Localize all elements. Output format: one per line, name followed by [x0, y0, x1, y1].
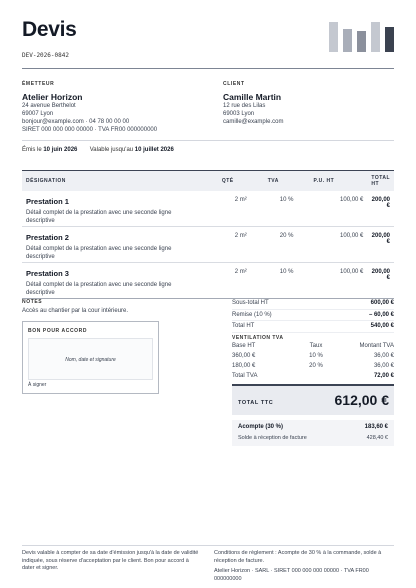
parties-divider — [22, 140, 394, 141]
total-ht-label: Total HT — [232, 323, 255, 330]
item-qty: 2 m² — [218, 263, 264, 299]
signature-label: BON POUR ACCORD — [28, 328, 88, 334]
vat-col-amount: Montant TVA — [359, 342, 394, 349]
total-ht-value: 540,00 € — [370, 323, 394, 330]
footer-left: Devis valable à compter de sa date d'émission jusqu'à la date de validité indiquée, sous réserve d'acceptation par le client. Bon pour accord à dater et signer. — [22, 550, 199, 571]
vat-amount: 36,00 € — [373, 352, 394, 359]
client-name: Camille Martin — [223, 92, 282, 102]
vat-row — [232, 351, 394, 361]
issuer-address-line2: 69007 Lyon — [22, 111, 54, 117]
deposit-value: 183,60 € — [364, 424, 388, 430]
subtotal-label: Sous-total HT — [232, 300, 269, 307]
quote-dates — [22, 147, 174, 153]
issued-prefix: Émis le — [22, 147, 42, 153]
vat-row — [232, 361, 394, 371]
signature-box[interactable] — [22, 321, 159, 394]
issuer-legal: SIRET 000 000 000 00000 · TVA FR00 000000000 — [22, 127, 158, 133]
total-ttc-box — [232, 384, 394, 415]
table-row — [22, 191, 394, 227]
deposit-label: Acompte (30 %) — [238, 424, 284, 430]
balance-label: Solde à réception de facture — [238, 435, 307, 441]
col-line-total: TOTAL HT — [367, 171, 394, 192]
item-name: Prestation 2 — [26, 233, 69, 242]
client-address-line2: 69003 Lyon — [223, 111, 255, 117]
vat-breakdown-label: VENTILATION TVA — [232, 334, 284, 341]
discount-row — [232, 310, 394, 322]
document-title: Devis — [22, 18, 77, 41]
item-total: 200,00 € — [367, 263, 394, 299]
issued-date: 10 juin 2026 — [43, 147, 78, 153]
item-total: 200,00 € — [367, 227, 394, 263]
item-description: Détail complet de la prestation avec une seconde ligne descriptive — [26, 246, 172, 260]
issuer-block — [22, 81, 212, 134]
item-description: Détail complet de la prestation avec une seconde ligne descriptive — [26, 282, 172, 296]
item-qty: 2 m² — [218, 191, 264, 227]
items-table — [22, 170, 394, 299]
vat-base: 360,00 € — [232, 352, 256, 359]
signature-placeholder: Nom, date et signature — [65, 357, 116, 363]
item-vat: 20 % — [264, 227, 310, 263]
vat-header-row — [232, 341, 394, 351]
valid-prefix: Valable jusqu'au — [89, 147, 134, 153]
balance-row — [238, 435, 388, 441]
discount-value: – 60,00 € — [368, 311, 394, 318]
vat-rate: 10 % — [309, 352, 323, 359]
col-qty: QTÉ — [218, 171, 264, 192]
item-vat: 10 % — [264, 191, 310, 227]
balance-value: 428,40 € — [366, 435, 388, 441]
table-row — [22, 227, 394, 263]
valid-date: 10 juillet 2026 — [134, 147, 174, 153]
discount-label: Remise (10 %) — [232, 311, 272, 318]
footer-legal: Atelier Horizon · SARL · SIRET 000 000 000 00000 · TVA FR00 000000000 — [214, 568, 369, 582]
vat-base: 180,00 € — [232, 362, 256, 369]
issuer-address-line1: 24 avenue Berthelot — [22, 103, 76, 109]
total-ttc-label: TOTAL TTC — [238, 400, 274, 406]
vat-rate: 20 % — [309, 362, 323, 369]
logo-bar — [329, 22, 338, 52]
notes-label: NOTES — [22, 299, 43, 305]
quote-header — [22, 18, 77, 59]
item-name: Prestation 1 — [26, 197, 69, 206]
vat-col-rate: Taux — [309, 342, 323, 349]
logo-bar — [371, 22, 380, 52]
notes-block — [22, 299, 222, 314]
item-unit-price: 100,00 € — [310, 191, 368, 227]
footer-right — [214, 550, 394, 583]
logo-bar — [343, 29, 352, 52]
item-qty: 2 m² — [218, 227, 264, 263]
signature-field[interactable] — [28, 338, 153, 380]
vat-col-base: Base HT — [232, 342, 256, 349]
issuer-name: Atelier Horizon — [22, 92, 83, 102]
issuer-label: ÉMETTEUR — [22, 81, 55, 87]
deposit-row — [238, 424, 388, 430]
item-name: Prestation 3 — [26, 269, 69, 278]
quote-reference: DEV-2026-0842 — [22, 52, 69, 59]
total-ttc-value: 612,00 € — [334, 392, 389, 408]
client-block — [223, 81, 413, 126]
issuer-contact: bonjour@example.com · 04 78 00 00 00 — [22, 119, 130, 125]
payment-terms: Conditions de règlement : Acompte de 30 % à la commande, solde à réception de facture. — [214, 550, 382, 564]
col-unit-price: P.U. HT — [310, 171, 368, 192]
totals-block — [232, 298, 394, 381]
total-vat-row — [232, 371, 394, 382]
item-description: Détail complet de la prestation avec une seconde ligne descriptive — [26, 210, 172, 224]
table-row — [22, 263, 394, 299]
col-vat: TVA — [264, 171, 310, 192]
notes-text: Accès au chantier par la cour intérieure. — [22, 308, 129, 314]
col-designation: DÉSIGNATION — [22, 171, 218, 192]
items-header-row — [22, 171, 394, 192]
signature-status: À signer — [28, 382, 47, 388]
item-unit-price: 100,00 € — [310, 227, 368, 263]
logo-bar — [385, 27, 394, 52]
total-ht-row — [232, 321, 394, 333]
deposit-box — [232, 420, 394, 446]
client-email: camille@example.com — [223, 119, 284, 125]
logo-bar — [357, 31, 366, 52]
vat-amount: 36,00 € — [373, 362, 394, 369]
item-unit-price: 100,00 € — [310, 263, 368, 299]
total-vat-label: Total TVA — [232, 372, 258, 379]
header-divider — [22, 68, 394, 69]
footer-divider — [22, 545, 394, 546]
subtotal-row — [232, 298, 394, 310]
item-total: 200,00 € — [367, 191, 394, 227]
client-label: CLIENT — [223, 81, 245, 87]
brand-logo-bars — [329, 21, 394, 52]
client-address-line1: 12 rue des Lilas — [223, 103, 266, 109]
subtotal-value: 600,00 € — [370, 300, 394, 307]
item-vat: 10 % — [264, 263, 310, 299]
total-vat-value: 72,00 € — [373, 372, 394, 379]
